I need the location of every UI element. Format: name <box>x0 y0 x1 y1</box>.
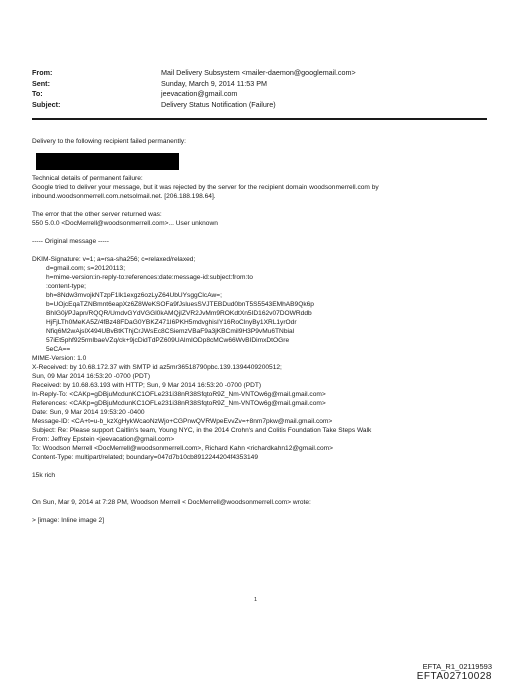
dkim-line: 57iEt5phf925rmlbaeVZq/ck+9jcDidTdPZ609UAlmIODp8cMCw66WvBIDimxDtOGre <box>46 337 290 344</box>
mail-header-line: X-Received: by 10.68.172.37 with SMTP id az5mr36518790pbc.139.1394409200512; <box>32 364 282 371</box>
bates-number-large: EFTA02710028 <box>416 671 492 682</box>
error-line: 550 5.0.0 <DocMerrell@woodsonmerrell.com>... User unknown <box>32 220 218 227</box>
tech-line: inbound.woodsonmerrell.com.netsolmail.net. [206.188.198.64]. <box>32 193 216 200</box>
subject-label: Subject: <box>32 99 61 109</box>
to-value: jeevacation@gmail.com <box>161 89 238 98</box>
from-value: Mail Delivery Subsystem <mailer-daemon@googlemail.com> <box>161 68 356 77</box>
page-number: 1 <box>254 597 258 603</box>
mail-header-line: Message-ID: <CA+t=u-b_kzXgHykWcaoNzWjo+CGPnwQVRWpeEvvZv=+8nm7pkw@mail.gmail.com> <box>32 418 333 425</box>
bates-number-small: EFTA_R1_02119593 <box>422 662 492 671</box>
original-message-marker: ----- Original message ----- <box>32 238 109 245</box>
intro-line: Delivery to the following recipient failed permanently: <box>32 138 186 145</box>
from-label: From: <box>32 68 53 77</box>
error-line: The error that the other server returned was: <box>32 211 162 218</box>
email-header <box>32 68 356 110</box>
dkim-line: b=UOjcEqaTZNBmnt6eapXz6Z8WeKSOFa9fJsluesSVJTEBDud0bnT5S5543EMhAB9Qk6p <box>46 301 314 308</box>
header-row-subject <box>32 100 356 111</box>
subject-value: Delivery Status Notification (Failure) <box>161 99 276 109</box>
dkim-line: d=gmail.com; s=20120113; <box>46 265 126 272</box>
tech-line: Google tried to deliver your message, but it was rejected by the server for the recipient domain woodsonmerrell.com by <box>32 184 379 191</box>
inline-image-line: > [image: Inline image 2] <box>32 517 105 524</box>
header-row-sent <box>32 79 356 90</box>
mail-header-line: Content-Type: multipart/related; boundary=047d7b10cb8912244204f4353149 <box>32 454 259 461</box>
dkim-line: Nfiq6M2wAjslX494UBvBtKThjCrJWsEc8CSiemzVBaF9a3jKBCmil9H3P9vMu6TNbial <box>46 328 295 335</box>
tech-line: Technical details of permanent failure: <box>32 175 143 182</box>
mail-header-line: In-Reply-To: <CAKp=gDBjuMcdunKC1OFLe231i38nR38SfqtoR9Z_Nm-VNTOw6g@mail.gmail.com> <box>32 391 326 398</box>
mail-header-line: To: Woodson Merrell <DocMerrell@woodsonmerrell.com>, Richard Kahn <richardkahn12@gmail.com> <box>32 445 333 452</box>
quote-line: On Sun, Mar 9, 2014 at 7:28 PM, Woodson Merrell < DocMerrell@woodsonmerrell.com> wrote: <box>32 499 311 506</box>
dkim-line: DKIM-Signature: v=1; a=rsa-sha256; c=relaxed/relaxed; <box>32 256 196 263</box>
dkim-line: bh=8Ndw3mvojkNTzpF1lk1exgz6ozLyZ64UbUYsggClcAw=; <box>46 292 222 299</box>
header-row-from <box>32 68 356 79</box>
dkim-line: h=mime-version:in-reply-to:references:date:message-id:subject:from:to <box>46 274 253 281</box>
mail-header-line: Received: by 10.68.63.193 with HTTP; Sun, 9 Mar 2014 16:53:20 -0700 (PDT) <box>32 382 262 389</box>
mail-header-line: Date: Sun, 9 Mar 2014 19:53:20 -0400 <box>32 409 145 416</box>
header-divider <box>32 118 487 120</box>
email-body <box>32 137 492 525</box>
dkim-line: :content-type; <box>46 283 86 290</box>
mail-header-line: Subject: Re: Please support Caitlin's team, Young NYC, in the 2014 Crohn's and Colitis Foundation Take Steps Walk <box>32 427 372 434</box>
redaction-block <box>36 153 179 170</box>
sent-value: Sunday, March 9, 2014 11:53 PM <box>161 78 268 88</box>
mail-header-line: MIME-Version: 1.0 <box>32 355 87 362</box>
header-row-to <box>32 89 356 100</box>
short-note: 15k rich <box>32 472 56 479</box>
sent-label: Sent: <box>32 78 50 88</box>
dkim-line: HjFjLTh0MeKA5Z/4fBz48FDaG0YBKZ471I6PKH5mdvghisIY16RoClnyBy1XRL1yrOdr <box>46 319 297 326</box>
mail-header-line: References: <CAKp=gDBjuMcdunKC1OFLe231i38nR38SfqtoR9Z_Nm-VNTOw6g@mail.gmail.com> <box>32 400 326 407</box>
dkim-line: BhIG0j/PJapn/RQQR/UmdvGYdVGGl0kAMQjIZVR2JvMm9ROKdtXn5ID162v07DOWRddb <box>46 310 312 317</box>
dkim-line: 5eCA== <box>46 346 71 353</box>
mail-header-line: From: Jeffrey Epstein <jeevacation@gmail.com> <box>32 436 175 443</box>
mail-header-line: Sun, 09 Mar 2014 16:53:20 -0700 (PDT) <box>32 373 151 380</box>
to-label: To: <box>32 89 43 98</box>
